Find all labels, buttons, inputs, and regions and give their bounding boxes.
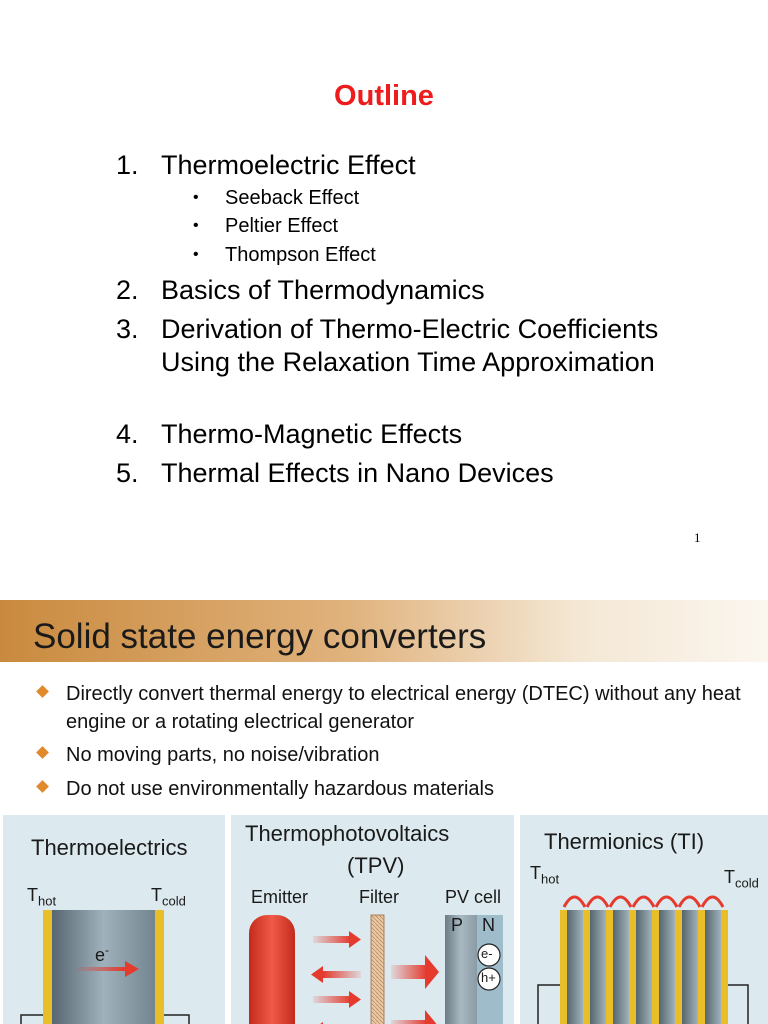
thermionic-gap: [613, 910, 629, 1024]
hot-electrode: [43, 910, 52, 1024]
thermionic-gap: [682, 910, 698, 1024]
electron-emission-arc: [656, 897, 677, 907]
item-number: 1.: [116, 150, 139, 180]
electron-label: e-: [481, 946, 493, 961]
panel-thermoelectrics: [3, 815, 225, 1024]
slide-title: Solid state energy converters: [33, 617, 487, 656]
thermoelectric-diagram: [3, 815, 225, 1024]
t-cold-label: $T_{cold}$: [724, 867, 759, 891]
gold-electrode: [583, 910, 590, 1024]
tpv-diagram: [231, 815, 514, 1024]
slide-energy-converters: [0, 600, 768, 1024]
sub-item-text: Seeback Effect: [225, 187, 360, 209]
panel-title-line2: (TPV): [347, 853, 405, 878]
t-hot-label: $T_{hot}$: [27, 885, 57, 909]
filter-label: Filter: [359, 887, 399, 907]
bullet-text: Do not use environmentally hazardous materials: [66, 778, 494, 800]
hole-label: h+: [481, 970, 496, 985]
electron-emission-arc: [564, 897, 585, 907]
bullet-dot: •: [193, 217, 199, 234]
item-text: Thermoelectric Effect: [161, 150, 416, 180]
slide-title: Outline: [334, 80, 434, 112]
page-number: 1: [694, 530, 701, 545]
n-label: N: [482, 915, 495, 935]
thermionic-gap: [590, 910, 606, 1024]
pv-cell-label: PV cell: [445, 887, 502, 907]
filter-block: [371, 915, 384, 1024]
cold-electrode: [155, 910, 164, 1024]
gold-electrode: [560, 910, 567, 1024]
bullet-text: Directly convert thermal energy to electrical energy (DTEC) without any heat engine or a rotating electrical generator: [66, 683, 741, 733]
slide-header: [0, 600, 768, 662]
bullet-text: No moving parts, no noise/vibration: [66, 744, 380, 766]
electron-emission-arc: [610, 897, 631, 907]
electron-label: e-: [95, 943, 110, 965]
bullet-dot: •: [193, 189, 199, 206]
gold-electrode: [629, 910, 636, 1024]
panel-thermionics: [520, 815, 768, 1024]
gold-electrode: [721, 910, 728, 1024]
thermionics-diagram: [520, 815, 768, 1024]
thermionic-gap: [636, 910, 652, 1024]
emitter-block: [249, 915, 295, 1024]
p-label: P: [451, 915, 464, 935]
item-text: Derivation of Thermo-Electric Coefficients Using the Relaxation Time Approximation: [161, 314, 659, 377]
panel-tpv: [231, 815, 514, 1024]
thermionic-gap: [659, 910, 675, 1024]
sub-item-text: Thompson Effect: [225, 244, 376, 266]
gold-electrode: [675, 910, 682, 1024]
gold-electrode: [698, 910, 705, 1024]
electron-flow-arrow: [73, 967, 125, 971]
panel-title: Thermionics (TI): [544, 829, 705, 854]
panel-title: Thermoelectrics: [31, 835, 188, 860]
diamond-bullet-icon: [36, 780, 49, 793]
electron-emission-arc: [633, 897, 654, 907]
item-number: 2.: [116, 275, 139, 305]
thermionic-gap: [567, 910, 583, 1024]
item-number: 5.: [116, 458, 139, 488]
electron-emission-arc: [587, 897, 608, 907]
t-cold-label: $T_{cold}$: [151, 885, 186, 909]
panel-title-line1: Thermophotovoltaics: [245, 821, 450, 846]
item-text: Basics of Thermodynamics: [161, 275, 485, 305]
t-hot-label: $T_{hot}$: [530, 863, 560, 887]
sub-item-text: Peltier Effect: [225, 215, 339, 237]
gold-electrode: [652, 910, 659, 1024]
item-number: 4.: [116, 419, 139, 449]
gold-electrode: [606, 910, 613, 1024]
electron-emission-arc: [679, 897, 700, 907]
item-text: Thermo-Magnetic Effects: [161, 419, 463, 449]
bullet-dot: •: [193, 246, 199, 263]
thermionic-gap: [705, 910, 721, 1024]
electron-emission-arc: [702, 897, 723, 907]
emitter-label: Emitter: [251, 887, 309, 907]
item-text: Thermal Effects in Nano Devices: [161, 458, 554, 488]
diamond-bullet-icon: [36, 746, 49, 759]
diamond-bullet-icon: [36, 685, 49, 698]
item-number: 3.: [116, 314, 139, 344]
